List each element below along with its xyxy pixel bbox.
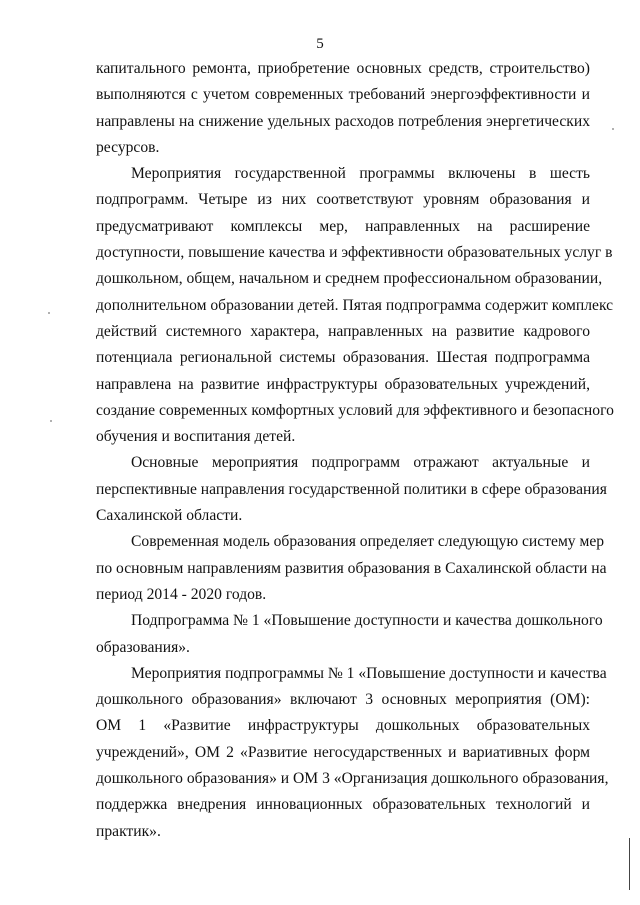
text-line: практик». bbox=[96, 822, 161, 840]
text-line: учреждений», ОМ 2 «Развитие негосударственных и вариативных форм bbox=[96, 743, 590, 761]
text-line: перспективные направления государственной политики в сфере образования bbox=[96, 480, 607, 498]
text-line: подпрограмм. Четыре из них соответствуют уровням образования и bbox=[96, 191, 590, 209]
text-line: капитального ремонта, приобретение основных средств, строительство) bbox=[96, 60, 590, 77]
text-line: доступности, повышение качества и эффективности образовательных услуг в bbox=[96, 244, 613, 262]
text-line: период 2014 - 2020 годов. bbox=[96, 585, 267, 603]
text-line: создание современных комфортных условий для эффективного и безопасного bbox=[96, 401, 614, 419]
text-line: обучения и воспитания детей. bbox=[96, 428, 296, 446]
text-line: поддержка внедрения инновационных образовательных технологий и bbox=[96, 796, 590, 814]
text-line: направлены на снижение удельных расходов потребления энергетических bbox=[96, 112, 590, 130]
text-line: Мероприятия подпрограммы № 1 «Повышение доступности и качества bbox=[131, 664, 607, 682]
text-line: образования». bbox=[96, 638, 190, 656]
text-line: Сахалинской области. bbox=[96, 507, 243, 525]
text-line: выполняются с учетом современных требований энергоэффективности и bbox=[96, 86, 590, 104]
text-line: Мероприятия государственной программы включены в шесть bbox=[131, 165, 590, 183]
text-line: потенциала региональной системы образования. Шестая подпрограмма bbox=[96, 349, 590, 367]
text-line: Современная модель образования определяет следующую систему мер bbox=[131, 533, 605, 551]
text-line: направлена на развитие инфраструктуры образовательных учреждений, bbox=[96, 375, 590, 393]
text-line: дошкольном, общем, начальном и среднем профессиональном образовании, bbox=[96, 270, 603, 288]
page-number: 5 bbox=[316, 36, 324, 52]
text-line: дополнительном образовании детей. Пятая подпрограмма содержит комплекс bbox=[96, 296, 614, 314]
document-body bbox=[96, 56, 614, 845]
text-line: дошкольного образования» и ОМ 3 «Организация дошкольного образования, bbox=[96, 770, 609, 788]
scan-speck bbox=[612, 128, 614, 130]
text-line: Подпрограмма № 1 «Повышение доступности и качества дошкольного bbox=[131, 612, 603, 630]
scan-margin-mark bbox=[629, 838, 630, 890]
text-line: ОМ 1 «Развитие инфраструктуры дошкольных образовательных bbox=[96, 717, 590, 735]
text-line: Основные мероприятия подпрограмм отражают актуальные и bbox=[131, 454, 590, 472]
text-line: действий системного характера, направленных на развитие кадрового bbox=[96, 322, 590, 340]
text-line: по основным направлениям развития образования в Сахалинской области на bbox=[96, 559, 607, 577]
text-line: ресурсов. bbox=[96, 138, 160, 156]
text-line: предусматривают комплексы мер, направленных на расширение bbox=[96, 217, 590, 235]
text-line: дошкольного образования» включают 3 основных мероприятия (ОМ): bbox=[96, 691, 590, 709]
scan-speck bbox=[50, 420, 52, 422]
scan-speck bbox=[48, 312, 50, 314]
